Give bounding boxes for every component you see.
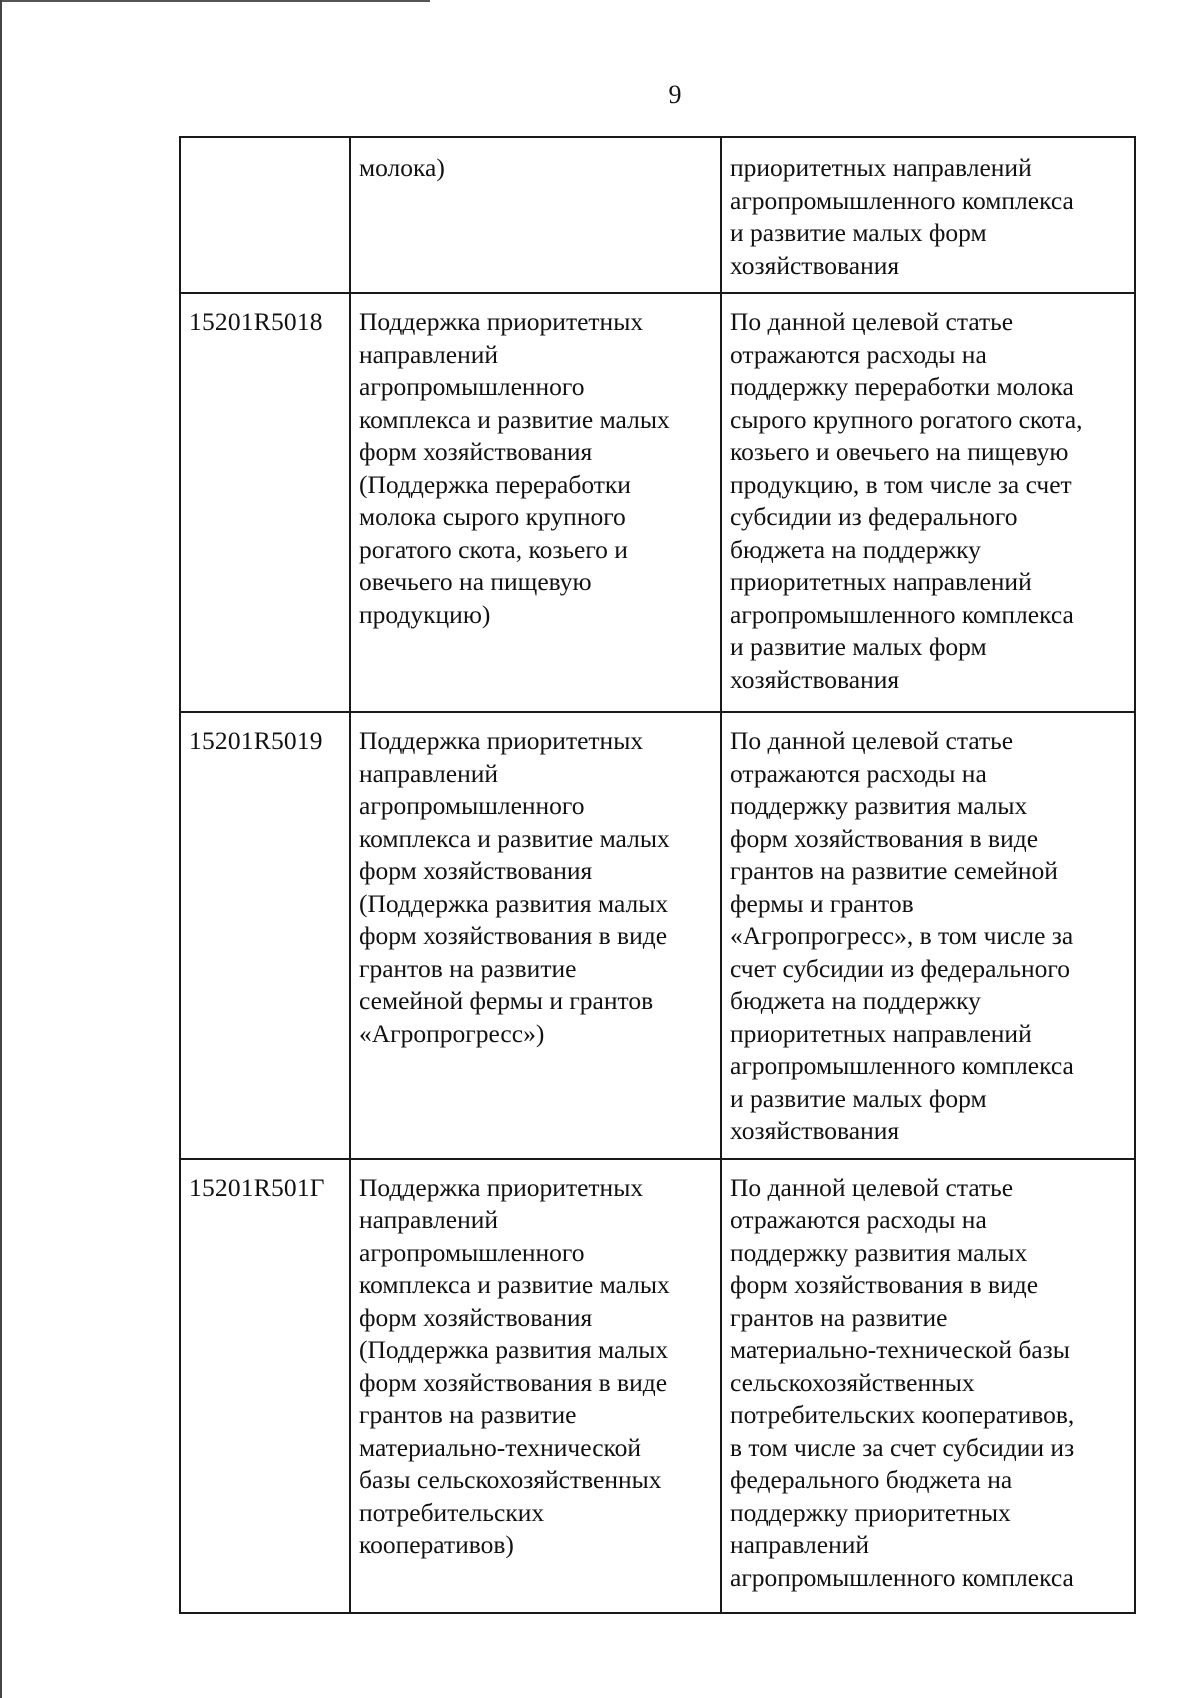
cell-text-line: потребительских кооперативов,	[730, 1400, 1075, 1429]
table-row	[180, 137, 1135, 293]
cell-text-line: поддержку развития малых	[730, 791, 1028, 820]
cell-text-line: Поддержка приоритетных	[359, 307, 644, 336]
budget-classification-table	[179, 136, 1136, 1614]
cell-text-line: материально-технической базы	[730, 1335, 1070, 1364]
name-cell	[350, 1159, 721, 1613]
code-cell: 15201R5018	[180, 293, 350, 712]
cell-text-line: форм хозяйствования в виде	[730, 823, 1039, 853]
page-number: 9	[668, 80, 682, 109]
cell-text-line: отражаются расходы на	[730, 1205, 987, 1234]
cell-text-line: форм хозяйствования	[359, 1302, 593, 1332]
cell-text-line: «Агропрогресс», в том числе за	[730, 921, 1074, 950]
cell-text-line: субсидии из федерального	[730, 502, 1018, 531]
cell-text-line: потребительских	[359, 1497, 545, 1527]
description-cell	[721, 293, 1135, 712]
cell-text-line: грантов на развитие	[730, 1302, 948, 1332]
cell-text-line: форм хозяйствования	[359, 437, 593, 466]
cell-text-line: базы сельскохозяйственных	[359, 1465, 662, 1494]
table-row	[180, 293, 1135, 712]
table-row	[180, 712, 1135, 1159]
code-cell: 15201R5019	[180, 712, 350, 1159]
cell-text-line: и развитие малых форм	[730, 218, 987, 247]
cell-text-line: Поддержка приоритетных	[359, 726, 644, 755]
cell-text-line: (Поддержка переработки	[359, 469, 631, 499]
cell-text-line: бюджета на поддержку	[730, 534, 981, 564]
cell-text-line: приоритетных направлений	[730, 567, 1032, 596]
table-row	[180, 1159, 1135, 1613]
cell-text-line: агропромышленного	[359, 1237, 585, 1267]
cell-text-line: форм хозяйствования в виде	[359, 921, 668, 950]
cell-text-line: «Агропрогресс»)	[359, 1018, 545, 1048]
scan-edge-left	[0, 0, 2, 1698]
cell-text-line: хозяйствования	[730, 664, 900, 694]
cell-text-line: рогатого скота, козьего и	[359, 534, 628, 564]
cell-text-line: хозяйствования	[730, 250, 900, 280]
cell-text-line: бюджета на поддержку	[730, 986, 981, 1015]
cell-text-line: козьего и овечьего на пищевую	[730, 437, 1069, 466]
cell-text-line: агропромышленного	[359, 372, 585, 401]
name-cell	[350, 293, 721, 712]
cell-text-line: По данной целевой статье	[730, 1172, 1014, 1202]
description-cell	[721, 137, 1135, 293]
cell-text-line: форм хозяйствования в виде	[730, 1270, 1039, 1299]
cell-text-line: поддержку переработки молока	[730, 372, 1074, 401]
cell-text-line: сырого крупного рогатого скота,	[730, 404, 1083, 434]
code-cell: 15201R501Г	[180, 1159, 350, 1613]
cell-text-line: федерального бюджета на	[730, 1465, 1013, 1494]
cell-text-line: По данной целевой статье	[730, 307, 1014, 336]
cell-text-line: Поддержка приоритетных	[359, 1172, 644, 1202]
name-cell	[350, 712, 721, 1159]
cell-text-line: приоритетных направлений	[730, 153, 1032, 182]
name-cell	[350, 137, 721, 293]
cell-text-line: кооперативов)	[359, 1530, 514, 1559]
cell-text-line: поддержку развития малых	[730, 1237, 1028, 1267]
cell-text-line: агропромышленного комплекса	[730, 599, 1074, 629]
cell-text-line: агропромышленного комплекса	[730, 185, 1074, 215]
scan-edge-top	[0, 0, 430, 2]
cell-text-line: направлений	[359, 339, 499, 369]
cell-text-line: приоритетных направлений	[730, 1018, 1032, 1048]
cell-text-line: сельскохозяйственных	[730, 1367, 975, 1397]
cell-text-line: комплекса и развитие малых	[359, 404, 670, 434]
cell-text-line: и развитие малых форм	[730, 632, 987, 661]
code-cell	[180, 137, 350, 293]
cell-text-line: продукцию)	[359, 599, 491, 629]
cell-text-line: направлений	[359, 758, 499, 788]
cell-text-line: материально-технической	[359, 1432, 642, 1462]
cell-text-line: и развитие малых форм	[730, 1083, 987, 1113]
cell-text-line: (Поддержка развития малых	[359, 888, 669, 918]
cell-text-line: в том числе за счет субсидии из	[730, 1432, 1075, 1462]
cell-text-line: (Поддержка развития малых	[359, 1335, 669, 1364]
cell-text-line: комплекса и развитие малых	[359, 823, 670, 853]
cell-text-line: семейной фермы и грантов	[359, 986, 654, 1015]
cell-text-line: отражаются расходы на	[730, 339, 987, 369]
cell-text-line: направлений	[359, 1205, 499, 1234]
cell-text-line: грантов на развитие	[359, 953, 577, 983]
cell-text-line: хозяйствования	[730, 1116, 900, 1145]
description-cell	[721, 1159, 1135, 1613]
cell-text-line: форм хозяйствования в виде	[359, 1367, 668, 1397]
cell-text-line: По данной целевой статье	[730, 726, 1014, 755]
cell-text-line: форм хозяйствования	[359, 856, 593, 885]
cell-text-line: грантов на развитие	[359, 1400, 577, 1429]
cell-text-line: счет субсидии из федерального	[730, 953, 1070, 983]
cell-text-line: поддержку приоритетных	[730, 1497, 1011, 1527]
cell-text-line: продукцию, в том числе за счет	[730, 469, 1072, 499]
cell-text-line: агропромышленного комплекса	[730, 1562, 1074, 1592]
cell-text-line: агропромышленного	[359, 791, 585, 820]
cell-text-line: комплекса и развитие малых	[359, 1270, 670, 1299]
cell-text-line: фермы и грантов	[730, 888, 914, 918]
cell-text-line: молока)	[359, 153, 445, 182]
cell-text-line: овечьего на пищевую	[359, 567, 592, 596]
cell-text-line: агропромышленного комплекса	[730, 1051, 1074, 1080]
cell-text-line: молока сырого крупного	[359, 502, 626, 531]
cell-text-line: направлений	[730, 1530, 870, 1559]
description-cell	[721, 712, 1135, 1159]
cell-text-line: отражаются расходы на	[730, 758, 987, 788]
cell-text-line: грантов на развитие семейной	[730, 856, 1058, 885]
